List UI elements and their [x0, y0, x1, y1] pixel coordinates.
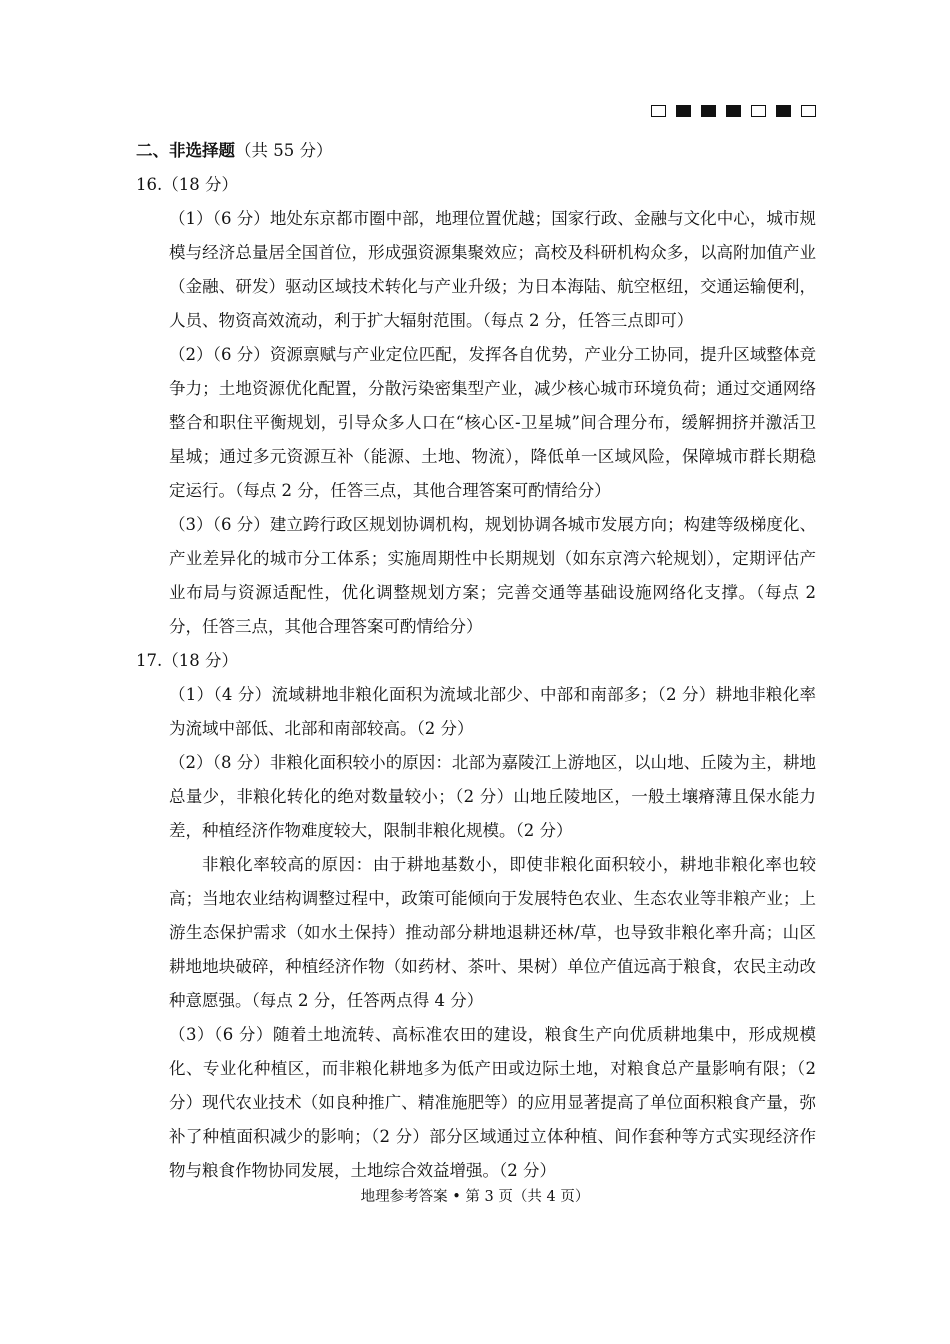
code-mark-5 [751, 105, 766, 117]
code-mark-1 [651, 105, 666, 117]
code-mark-3 [701, 105, 716, 117]
section-title: 二、非选择题 [136, 141, 235, 160]
code-mark-6 [776, 105, 791, 117]
code-mark-4 [726, 105, 741, 117]
q17-answer-2: （2）（8 分）非粮化面积较小的原因：北部为嘉陵江上游地区，以山地、丘陵为主，耕地总量少，非粮化转化的绝对数量较小；（2 分）山地丘陵地区，一般土壤瘠薄且保水能力差，种植经济作物难度较大，限制非粮化规模。（2 分） [169, 753, 816, 840]
page-footer: 地理参考答案 • 第 3 页（共 4 页） [360, 1189, 590, 1205]
answer-content [136, 134, 816, 1188]
q16-answer-1: （1）（6 分）地处东京都市圈中部，地理位置优越；国家行政、金融与文化中心，城市规模与经济总量居全国首位，形成强资源集聚效应；高校及科研机构众多，以高附加值产业（金融、研发）驱动区域技术转化与产业升级；为日本海陆、航空枢纽，交通运输便利，人员、物资高效流动，利于扩大辐射范围。（每点 2 分，任答三点即可） [169, 209, 816, 330]
q16-answer-3: （3）（6 分）建立跨行政区规划协调机构，规划协调各城市发展方向；构建等级梯度化、产业差异化的城市分工体系；实施周期性中长期规划（如东京湾六轮规划），定期评估产业布局与资源适配性，优化调整规划方案；完善交通等基础设施网络化支撑。（每点 2 分，任答三点，其他合理答案可酌情给分） [169, 515, 816, 636]
code-mark-2 [676, 105, 691, 117]
page-code-marks [651, 105, 816, 117]
code-mark-7 [801, 105, 816, 117]
question-17-number: 17.（18 分） [136, 651, 238, 670]
q17-answer-3: （3）（6 分）随着土地流转、高标准农田的建设，粮食生产向优质耕地集中，形成规模化、专业化种植区，而非粮化耕地多为低产田或边际土地，对粮食总产量影响有限；（2 分）现代农业技术（如良种推广、精准施肥等）的应用显著提高了单位面积粮食产量，弥补了种植面积减少的影响；（2 分）部分区域通过立体种植、间作套种等方式实现经济作物与粮食作物协同发展，土地综合效益增强。（2 分） [169, 1025, 816, 1180]
q17-answer-2-continued: 非粮化率较高的原因：由于耕地基数小，即使非粮化面积较小，耕地非粮化率也较高；当地农业结构调整过程中，政策可能倾向于发展特色农业、生态农业等非粮产业；上游生态保护需求（如水土保持）推动部分耕地退耕还林/草，也导致非粮化率升高；山区耕地地块破碎，种植经济作物（如药材、茶叶、果树）单位产值远高于粮食，农民主动改种意愿强。（每点 2 分，任答两点得 4 分） [169, 855, 816, 1010]
question-16-number: 16.（18 分） [136, 175, 238, 194]
section-points: （共 55 分） [235, 141, 333, 160]
section-heading [136, 134, 816, 168]
q17-answer-1: （1）（4 分）流域耕地非粮化面积为流域北部少、中部和南部多；（2 分）耕地非粮化率为流域中部低、北部和南部较高。（2 分） [169, 685, 816, 738]
q16-answer-2: （2）（6 分）资源禀赋与产业定位匹配，发挥各自优势，产业分工协同，提升区域整体竞争力；土地资源优化配置，分散污染密集型产业，减少核心城市环境负荷；通过交通网络整合和职住平衡规划，引导众多人口在“核心区-卫星城”间合理分布，缓解拥挤并激活卫星城；通过多元资源互补（能源、土地、物流），降低单一区域风险，保障城市群长期稳定运行。（每点 2 分，任答三点，其他合理答案可酌情给分） [169, 345, 816, 500]
